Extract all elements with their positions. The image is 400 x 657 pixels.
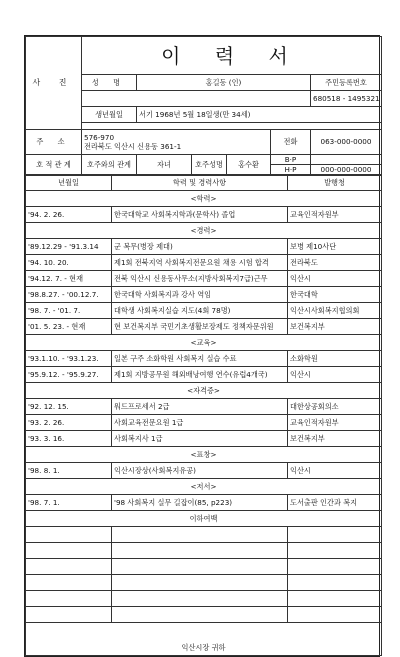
table-row (26, 575, 382, 591)
cell-content: 대학생 사회복지실습 지도(4회 78명) (112, 303, 288, 319)
col-header-date: 년월일 (26, 176, 112, 191)
section-row (26, 191, 382, 207)
cell-content: '98 사회복지 실무 길잡이(85, p223) (112, 495, 288, 511)
cell-issuer: 보병 제10사단 (288, 239, 382, 255)
table-row (26, 543, 382, 559)
cell-issuer (288, 559, 382, 575)
cell-date: '98.8.27. - '00.12.7. (26, 287, 112, 303)
section-title: <경력> (26, 223, 382, 239)
cell-issuer: 보건복지부 (288, 319, 382, 335)
cell-date: '89.12.29 - '91.3.14 (26, 239, 112, 255)
cell-content: 현 보건복지부 국민기초생활보장제도 정책자문위원 (112, 319, 288, 335)
cell-issuer (288, 543, 382, 559)
cell-issuer: 소화학원 (288, 351, 382, 367)
table-row (26, 351, 382, 367)
cell-date: '93. 2. 26. (26, 415, 112, 431)
cell-issuer (288, 591, 382, 607)
cell-date (26, 575, 112, 591)
section-title: <표창> (26, 447, 382, 463)
cell-content (112, 559, 288, 575)
photo-box: 사 진 (26, 37, 82, 130)
cell-content (112, 607, 288, 623)
table-row (26, 607, 382, 623)
cell-content: 제1회 지방공무원 해외배낭여행 연수(유럽4개국) (112, 367, 288, 383)
spacer-row (82, 123, 382, 130)
cell-date (26, 527, 112, 543)
section-title: <교육> (26, 335, 382, 351)
cell-issuer: 익산시 (288, 271, 382, 287)
cell-issuer: 교육인적자원부 (288, 207, 382, 223)
rrn-value: 680518 - 1495321 (311, 91, 382, 107)
section-title: <자격증> (26, 383, 382, 399)
rrn-label: 주민등록번호 (311, 75, 382, 91)
cell-content: 워드프로세서 2급 (112, 399, 288, 415)
col-header-content: 학력 및 경력사항 (112, 176, 288, 191)
cell-date: '93. 3. 16. (26, 431, 112, 447)
cell-date: '01. 5. 23. - 현재 (26, 319, 112, 335)
cell-date (26, 591, 112, 607)
cell-date: '98. 7. 1. (26, 495, 112, 511)
birth-label: 생년월일 (82, 107, 137, 123)
col-header-issuer: 발행청 (288, 176, 382, 191)
cell-issuer: 익산시사회복지협의회 (288, 303, 382, 319)
cell-content (112, 575, 288, 591)
relation-label: 호주와의 관계 (82, 155, 137, 175)
document-title: 이 력 서 (82, 37, 382, 75)
cell-date: '94. 10. 20. (26, 255, 112, 271)
section-row (26, 383, 382, 399)
cell-date: '92. 12. 15. (26, 399, 112, 415)
table-row (26, 527, 382, 543)
hp-value: 000-000-0000 (311, 165, 382, 175)
section-title: 이하여백 (26, 511, 382, 527)
cell-issuer: 도서출판 인간과 복지 (288, 495, 382, 511)
household-label: 호 적 관 계 (26, 155, 82, 175)
section-title: <저서> (26, 479, 382, 495)
section-row (26, 335, 382, 351)
cell-issuer (288, 575, 382, 591)
cell-issuer: 교육인적자원부 (288, 415, 382, 431)
cell-content: 군 복무(병장 제대) (112, 239, 288, 255)
section-title: <학력> (26, 191, 382, 207)
table-row (26, 319, 382, 335)
name-value: 홍길동 (인) (137, 75, 311, 91)
cell-content (112, 527, 288, 543)
name-label: 성 명 (82, 75, 137, 91)
address-value (82, 130, 271, 155)
cell-content (112, 543, 288, 559)
cell-content: 한국대학 사회복지과 강사 역임 (112, 287, 288, 303)
table-row (26, 399, 382, 415)
table-row (26, 463, 382, 479)
cell-issuer (288, 607, 382, 623)
table-row (26, 255, 382, 271)
cell-issuer: 한국대학 (288, 287, 382, 303)
table-row (26, 591, 382, 607)
section-row (26, 479, 382, 495)
cell-content: 전북 익산시 신용동사무소(지방사회복지7급)근무 (112, 271, 288, 287)
table-row (26, 239, 382, 255)
table-row (26, 415, 382, 431)
career-rows (26, 191, 382, 623)
cell-content: 일본 구주 소화학원 사회복지 실습 수료 (112, 351, 288, 367)
cell-date: '98. 8. 1. (26, 463, 112, 479)
header-table (25, 36, 382, 175)
cell-date: '94.12. 7. - 현재 (26, 271, 112, 287)
cell-issuer: 보건복지부 (288, 431, 382, 447)
cell-content: 한국대학교 사회복지학과(문학사) 졸업 (112, 207, 288, 223)
cell-issuer: 익산시 (288, 367, 382, 383)
cell-issuer: 익산시 (288, 463, 382, 479)
table-row (26, 303, 382, 319)
phone-value: 063-000-0000 (311, 130, 382, 155)
cell-date: '98. 7. - '01. 7. (26, 303, 112, 319)
cell-date (26, 559, 112, 575)
table-row (26, 287, 382, 303)
cell-date: '95.9.12. - '95.9.27. (26, 367, 112, 383)
cell-content: 익산시장상(사회복지유공) (112, 463, 288, 479)
relation-value: 자녀 (137, 155, 192, 175)
cell-content (112, 591, 288, 607)
cell-issuer: 전라북도 (288, 255, 382, 271)
table-row (26, 495, 382, 511)
cell-date: '94. 2. 26. (26, 207, 112, 223)
head-label: 호주성명 (192, 155, 227, 175)
section-row (26, 223, 382, 239)
recipient-line: 익산시장 귀하 (26, 623, 382, 656)
address-text: 전라북도 익산시 신용동 361-1 (84, 142, 182, 151)
table-row (26, 431, 382, 447)
bp-value (311, 155, 382, 165)
cell-date (26, 607, 112, 623)
bp-label: B·P (271, 155, 311, 165)
address-zip: 576-970 (84, 132, 115, 142)
cell-issuer (288, 527, 382, 543)
table-row (26, 367, 382, 383)
head-value: 홍수환 (227, 155, 271, 175)
table-row (26, 559, 382, 575)
cell-issuer: 대한상공회의소 (288, 399, 382, 415)
hp-label: H·P (271, 165, 311, 175)
section-row (26, 511, 382, 527)
address-label: 주 소 (26, 130, 82, 155)
cell-content: 사회교육전문요원 1급 (112, 415, 288, 431)
phone-label: 전화 (271, 130, 311, 155)
table-row (26, 271, 382, 287)
section-row (26, 447, 382, 463)
birth-value: 서기 1968년 5월 18일생(만 34세) (137, 107, 382, 123)
name-blank (82, 91, 311, 107)
cell-date (26, 543, 112, 559)
cell-content: 사회복지사 1급 (112, 431, 288, 447)
career-table (25, 175, 382, 656)
resume-form (24, 35, 380, 657)
cell-content: 제1회 전북지역 사회복지전문요원 채용 시험 합격 (112, 255, 288, 271)
cell-date: '93.1.10. - '93.1.23. (26, 351, 112, 367)
table-row (26, 207, 382, 223)
